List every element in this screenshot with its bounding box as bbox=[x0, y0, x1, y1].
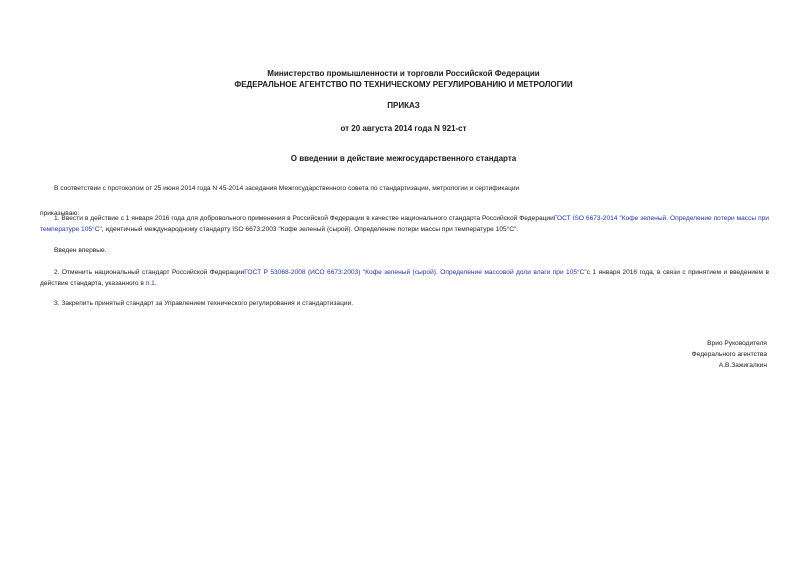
first-time-note: Введен впервые. bbox=[54, 247, 107, 254]
item-1-prefix: 1. Ввести в действие с 1 января 2016 года для добровольного применения в Российской Федерации в качестве национального стандарта Российской Федерации bbox=[54, 215, 554, 222]
item-2-paragraph bbox=[40, 267, 769, 289]
signatory-position: Врио Руководителя bbox=[707, 340, 767, 347]
agency-name: ФЕДЕРАЛЬНОЕ АГЕНТСТВО ПО ТЕХНИЧЕСКОМУ РЕГУЛИРОВАНИЮ И МЕТРОЛОГИИ bbox=[234, 80, 573, 89]
item-1-paragraph bbox=[40, 213, 769, 235]
item-1-suffix: , идентичный международному стандарту ISO 6673:2003 "Кофе зеленый (сырой). Определение потери массы при температуре 105°С". bbox=[101, 226, 519, 233]
signatory-name: А.В.Зажигалкин bbox=[718, 362, 767, 369]
orders-label: приказываю: bbox=[40, 210, 80, 217]
item-2-end: . bbox=[154, 280, 157, 287]
gost-r-53068-link[interactable]: ГОСТ Р 53068-2008 (ИСО 6673:2003) "Кофе зеленый (сырой). Определение массовой доли влаги при 105°С" bbox=[244, 269, 587, 276]
ministry-name: Министерство промышленности и торговли Российской Федерации bbox=[267, 69, 540, 78]
signatory-agency: Федерального агентства bbox=[691, 351, 767, 358]
item-1-reference-link[interactable]: п.1 bbox=[145, 280, 155, 287]
order-title: ПРИКАЗ bbox=[387, 101, 420, 110]
signature-block bbox=[692, 338, 767, 371]
gost-iso-6673-link[interactable]: ГОСТ ISO 6673-2014 "Кофе зеленый. Определение потери массы при температуре 105°С" bbox=[40, 215, 769, 233]
order-subject: О введении в действие межгосударственного стандарта bbox=[290, 154, 517, 163]
item-3-paragraph: 3. Закрепить принятый стандарт за Управлением технического регулирования и стандартизации. bbox=[54, 300, 354, 307]
item-2-middle: с 1 января 2016 года, в связи с принятием и введением в действие стандарта, указанного в bbox=[40, 269, 770, 287]
item-2-prefix: 2. Отменить национальный стандарт Российской Федерации bbox=[54, 269, 245, 276]
order-date: от 20 августа 2014 года N 921-ст bbox=[340, 124, 467, 133]
protocol-paragraph: В соответствии с протоколом от 25 июня 2014 года N 45-2014 заседания Межгосударственного совета по стандартизации, метрологии и сертификации bbox=[54, 185, 520, 192]
document-header bbox=[0, 68, 807, 90]
